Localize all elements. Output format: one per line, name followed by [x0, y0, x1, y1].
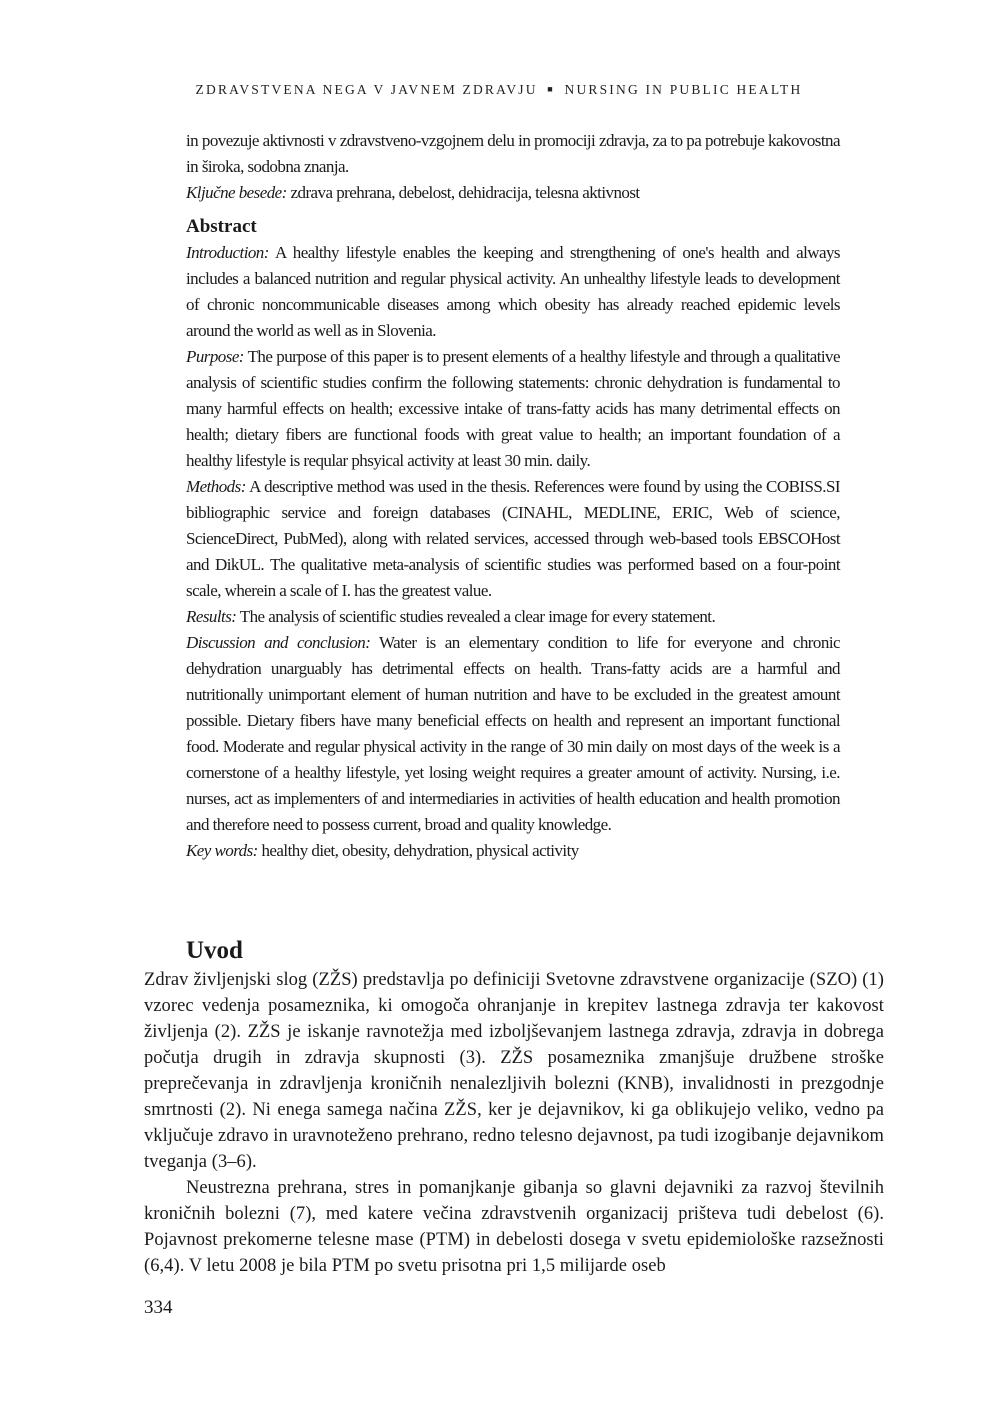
discussion-text: Water is an elementary condition to life for everyone and chronic dehydration unarguably has detrimental effects on health. Trans-fatty acids are a harmful and nutritionally unimportant element of human nutrition and have to be excluded in the greatest amount possible. Dietary fibers have many beneficial effects on health and represent an important functional food. Moderate and regular physical activity in the range of 30 min daily on most days of the week is a cornerstone of a healthy lifestyle, yet losing weight requires a greater amount of activity. Nursing, i.e. nurses, act as implementers of and intermediaries in activities of health education and health promotion and therefore need to possess current, broad and quality knowledge.	[186, 633, 840, 834]
summary-and-abstract	[186, 128, 840, 864]
keywords-label: Key words:	[186, 841, 258, 860]
slovene-summary-continuation: in povezuje aktivnosti v zdravstveno-vzgojnem delu in promociji zdravja, za to pa potrebuje kakovostna in široka, sodobna znanja.	[186, 131, 840, 176]
abstract-purpose	[186, 344, 840, 474]
page-number: 334	[144, 1297, 173, 1318]
abstract-introduction	[186, 240, 840, 344]
abstract-results	[186, 604, 840, 630]
methods-label: Methods:	[186, 477, 246, 496]
abstract-methods	[186, 474, 840, 604]
introduction-text: A healthy lifestyle enables the keeping and strengthening of one's health and always includes a balanced nutrition and regular physical activity. An unhealthy lifestyle leads to development of chronic noncommunicable diseases among which obesity has already reached epidemic levels around the world as well as in Slovenia.	[186, 243, 840, 340]
abstract-keywords	[186, 838, 840, 864]
running-head-left: ZDRAVSTVENA NEGA V JAVNEM ZDRAVJU	[195, 82, 538, 97]
abstract-heading: Abstract	[186, 216, 257, 237]
methods-text: A descriptive method was used in the thesis. References were found by using the COBISS.SI bibliographic service and foreign databases (CINAHL, MEDLINE, ERIC, Web of science, ScienceDirect, PubMed), along with related services, accessed through web-based tools EBSCOHost and DikUL. The qualitative meta-analysis of scientific studies was performed based on a four-point scale, wherein a scale of I. has the greatest value.	[186, 477, 840, 600]
section-title: Uvod	[186, 937, 243, 964]
body-paragraph-2: Neustrezna prehrana, stres in pomanjkanje gibanja so glavni dejavniki za razvoj številnih kroničnih bolezni (7), med katere večina zdravstvenih organizacij prišteva tudi debelost (6). Pojavnost prekomerne telesne mase (PTM) in debelosti dosega v svetu epidemiološke razsežnosti (6,4). V letu 2008 je bila PTM po svetu prisotna pri 1,5 milijarde oseb	[144, 1178, 884, 1276]
slovene-keywords	[186, 180, 840, 206]
abstract-discussion	[186, 630, 840, 838]
running-head	[0, 82, 998, 98]
running-head-right: NURSING IN PUBLIC HEALTH	[564, 82, 803, 97]
section-body	[144, 967, 884, 1279]
running-head-separator: ■	[547, 84, 555, 94]
results-label: Results:	[186, 607, 237, 626]
purpose-label: Purpose:	[186, 347, 244, 366]
results-text: The analysis of scientific studies revealed a clear image for every statement.	[236, 607, 716, 626]
keywords-text: healthy diet, obesity, dehydration, physical activity	[257, 841, 579, 860]
purpose-text: The purpose of this paper is to present elements of a healthy lifestyle and through a qualitative analysis of scientific studies confirm the following statements: chronic dehydration is fundamental to many harmful effects on health; excessive intake of trans-fatty acids has many detrimental effects on health; dietary fibers are functional foods with great value to health; an important foundation of a healthy lifestyle is reqular phsyical activity at least 30 min. daily.	[186, 347, 840, 470]
body-paragraph-1: Zdrav življenjski slog (ZŽS) predstavlja po definiciji Svetovne zdravstvene organizacije (SZO) (1) vzorec vedenja posameznika, ki omogoča ohranjanje in krepitev lastnega zdravja ter kakovost življenja (2). ZŽS je iskanje ravnotežja med izboljševanjem lastnega zdravja, zdravja in dobrega počutja drugih in zdravja skupnosti (3). ZŽS posameznika zmanjšuje družbene stroške preprečevanja in zdravljenja kroničnih nenalezljivih bolezni (KNB), invalidnosti in prezgodnje smrtnosti (2). Ni enega samega načina ZŽS, ker je dejavnikov, ki ga oblikujejo veliko, vedno pa vključuje zdravo in uravnoteženo prehrano, redno telesno dejavnost, pa tudi izogibanje dejavnikom tveganja (3–6).	[144, 970, 884, 1172]
introduction-label: Introduction:	[186, 243, 269, 262]
slovene-keywords-label: Ključne besede:	[186, 183, 287, 202]
discussion-label: Discussion and conclusion:	[186, 633, 371, 652]
slovene-keywords-text: zdrava prehrana, debelost, dehidracija, telesna aktivnost	[286, 183, 640, 202]
